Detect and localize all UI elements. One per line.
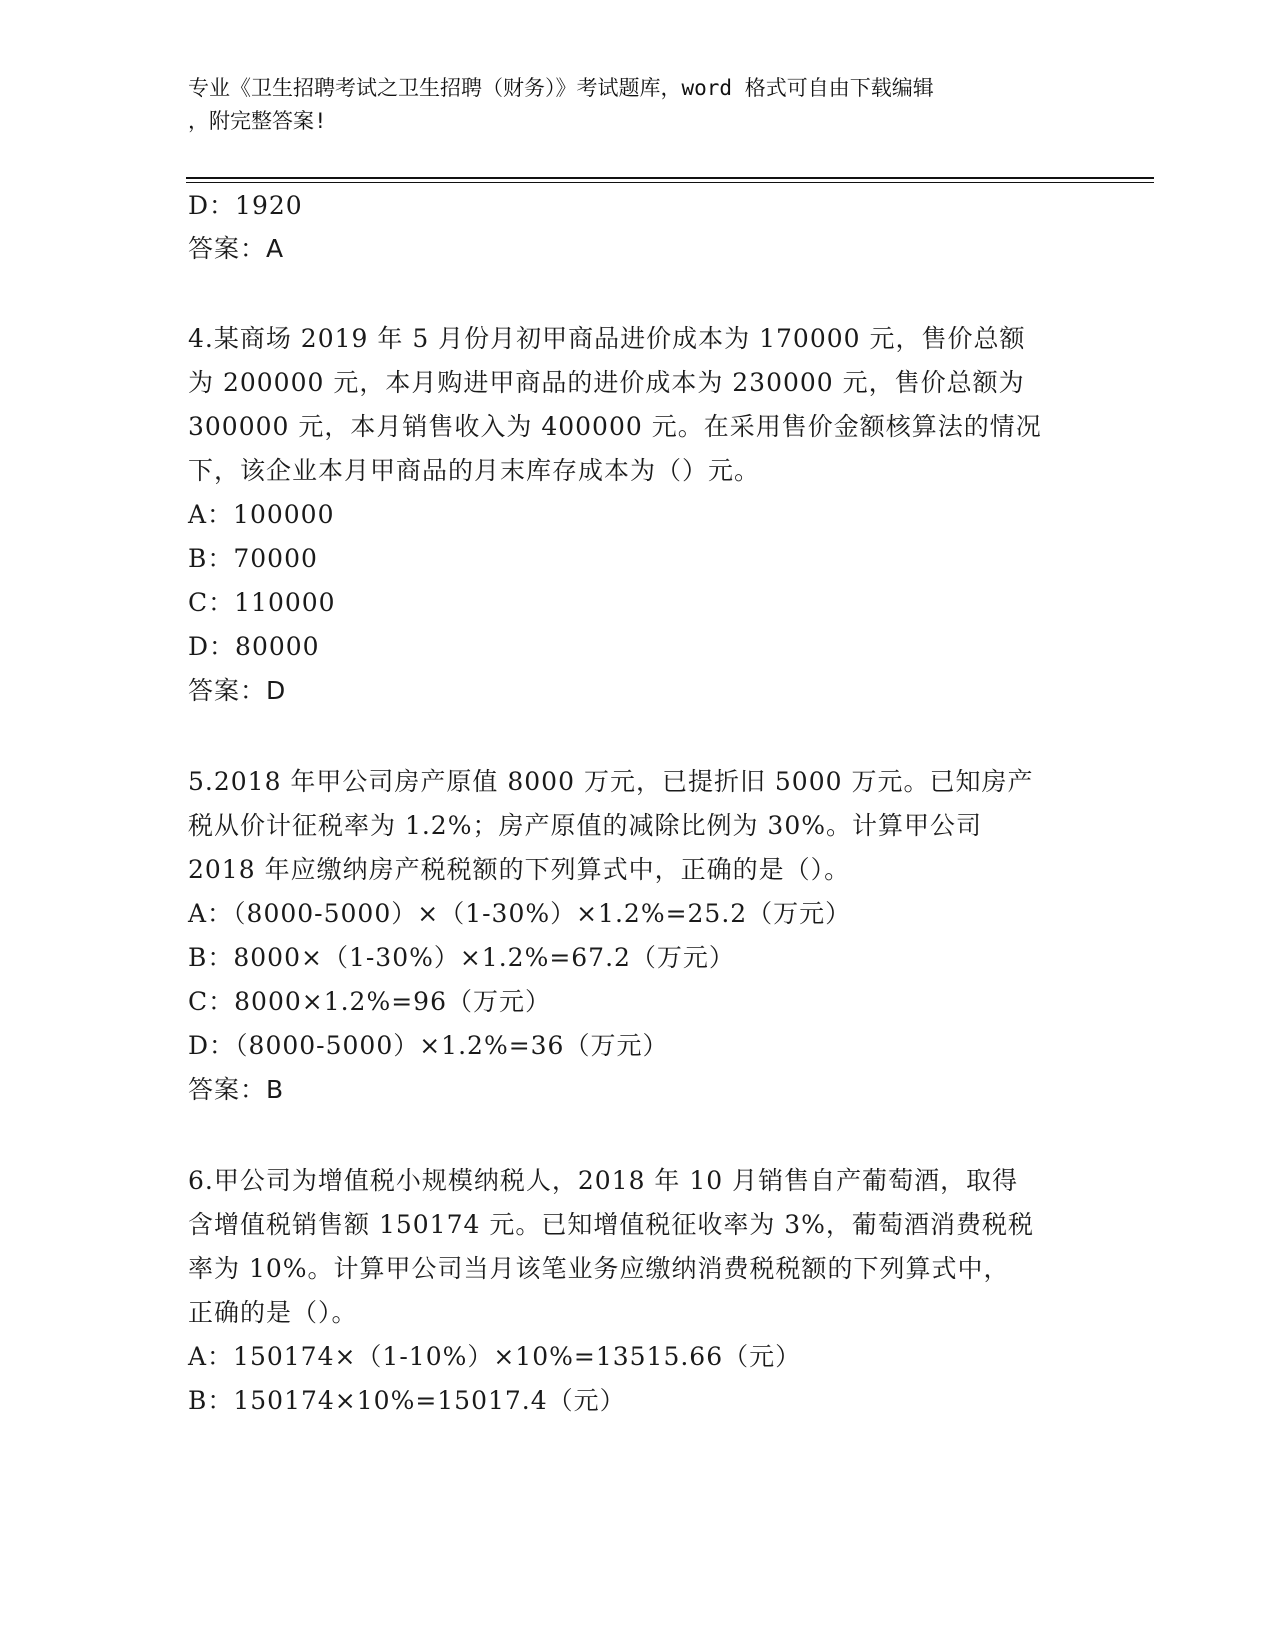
q5-stem-line-3: 2018 年应缴纳房产税税额的下列算式中，正确的是（）。 bbox=[188, 855, 851, 884]
q4-option-c: C：110000 bbox=[188, 588, 336, 617]
q3-answer: 答案：A bbox=[188, 234, 285, 263]
q6-option-b: B：150174×10%=15017.4（元） bbox=[188, 1386, 626, 1415]
q6-stem-line-1: 6.甲公司为增值税小规模纳税人，2018 年 10 月销售自产葡萄酒，取得 bbox=[188, 1166, 1019, 1195]
q3-option-d: D：1920 bbox=[188, 191, 303, 220]
header-line-1: 专业《卫生招聘考试之卫生招聘（财务）》考试题库，word 格式可自由下载编辑 bbox=[188, 76, 934, 100]
q6-stem-line-2: 含增值税销售额 150174 元。已知增值税征收率为 3%，葡萄酒消费税税 bbox=[188, 1210, 1034, 1239]
q4-stem-line-1: 4.某商场 2019 年 5 月份月初甲商品进价成本为 170000 元，售价总额 bbox=[188, 324, 1026, 353]
q5-option-a: A：（8000-5000）×（1-30%）×1.2%=25.2（万元） bbox=[188, 899, 852, 928]
q5-stem-line-1: 5.2018 年甲公司房产原值 8000 万元，已提折旧 5000 万元。已知房产 bbox=[188, 767, 1034, 796]
q4-stem-line-2: 为 200000 元，本月购进甲商品的进价成本为 230000 元，售价总额为 bbox=[188, 368, 1025, 397]
q6-stem-line-4: 正确的是（）。 bbox=[188, 1298, 358, 1327]
header-line-2: ，附完整答案! bbox=[188, 109, 327, 133]
q5-option-c: C：8000×1.2%=96（万元） bbox=[188, 987, 551, 1016]
q5-answer: 答案：B bbox=[188, 1075, 285, 1104]
q4-option-d: D：80000 bbox=[188, 632, 320, 661]
q5-stem-line-2: 税从价计征税率为 1.2%；房产原值的减除比例为 30%。计算甲公司 bbox=[188, 811, 982, 840]
header-rule-thin bbox=[186, 182, 1154, 183]
q5-option-b: B：8000×（1-30%）×1.2%=67.2（万元） bbox=[188, 943, 735, 972]
q5-option-d: D：（8000-5000）×1.2%=36（万元） bbox=[188, 1031, 669, 1060]
q4-stem-line-3: 300000 元，本月销售收入为 400000 元。在采用售价金额核算法的情况 bbox=[188, 412, 1042, 441]
q4-option-a: A：100000 bbox=[188, 500, 335, 529]
q4-stem-line-4: 下，该企业本月甲商品的月末库存成本为（）元。 bbox=[188, 456, 761, 485]
header-rule-thick bbox=[186, 177, 1154, 179]
page-header bbox=[188, 72, 1088, 138]
q6-option-a: A：150174×（1-10%）×10%=13515.66（元） bbox=[188, 1342, 802, 1371]
q4-option-b: B：70000 bbox=[188, 544, 318, 573]
q6-stem-line-3: 率为 10%。计算甲公司当月该笔业务应缴纳消费税税额的下列算式中， bbox=[188, 1254, 1010, 1283]
q4-answer: 答案：D bbox=[188, 676, 287, 705]
